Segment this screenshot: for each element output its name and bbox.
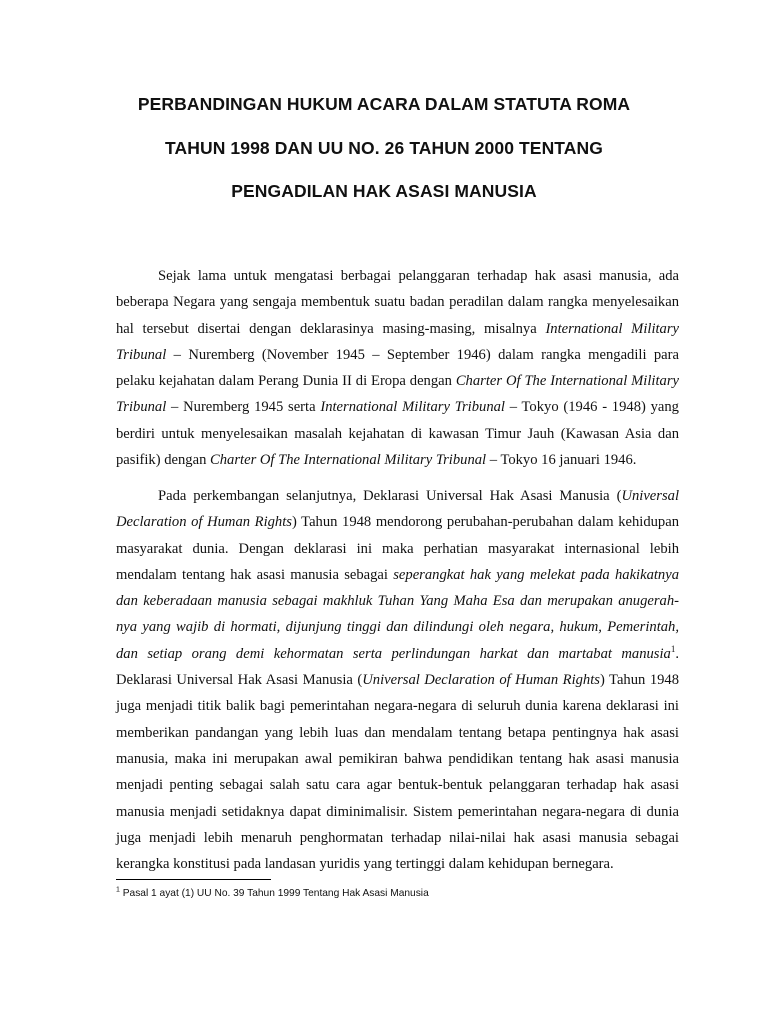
paragraph-1 (116, 263, 679, 473)
paragraph-2-italic-3: Universal Declaration of Human Rights (362, 672, 600, 689)
document-title-line-2: TAHUN 1998 DAN UU NO. 26 TAHUN 2000 TENTANG (165, 138, 603, 158)
paragraph-2-text-2: ) Tahun 1948 mendorong perubahan-perubahan dalam kehidupan masyarakat dunia. Dengan deklarasi ini maka perhatian masyarakat internasional lebih mendalam tentang hak asasi manusia sebagai (116, 514, 679, 583)
paragraph-2-italic-1: Universal Declaration of Human Rights (116, 488, 679, 531)
paragraph-2-text-1: Pada perkembangan selanjutnya, Deklarasi Universal Hak Asasi Manusia ( (158, 488, 622, 504)
paragraph-2-text-4: ) Tahun 1948 juga menjadi titik balik bagi pemerintahan negara-negara di seluruh dunia karena deklarasi ini memberikan pandangan yang lebih luas dan mendalam tentang betapa pentingnya hak asasi manusia, maka ini merupakan awal pemikiran bahwa pendidikan tentang hak asasi manusia menjadi penting sebagai salah satu cara agar bentuk-bentuk pelanggaran terhadap hak asasi manusia menjadi setidaknya dapat diminimalisir. Sistem pemerintahan negara-negara di dunia juga menjadi lebih menaruh penghormatan terhadap nilai-nilai hak asasi manusia sebagai kerangka konstitusi pada landasan yuridis yang tertinggi dalam kehidupan bernegara. (116, 672, 680, 873)
paragraph-1-text-3: – Nuremberg 1945 serta (166, 399, 321, 416)
paragraph-1-text-5: – Tokyo 16 januari 1946. (486, 452, 637, 469)
paragraph-1-italic-4: Charter Of The International Military Tribunal (210, 452, 487, 469)
footnote (116, 886, 679, 902)
paragraph-2-italic-2: seperangkat hak yang melekat pada hakikatnya dan keberadaan manusia sebagai makhluk Tuhan Yang Maha Esa dan merupakan anugerah-nya yang wajib di hormati, dijunjung tinggi dan dilindungi oleh negara, hukum, Pemerintah, dan setiap orang demi kehormatan serta perlindungan harkat dan martabat manusia (116, 566, 679, 662)
paragraph-1-text-4: – Tokyo (1946 - 1948) yang berdiri untuk menyelesaikan masalah kejahatan di kawasan Timur Jauh (Kawasan Asia dan pasifik) dengan (116, 399, 679, 469)
paragraph-2-text-3: . Deklarasi Universal Hak Asasi Manusia ( (116, 645, 679, 689)
document-title-line-3: PENGADILAN HAK ASASI MANUSIA (231, 181, 537, 201)
paragraph-1-text-1: Sejak lama untuk mengatasi berbagai pelanggaran terhadap hak asasi manusia, ada beberapa Negara yang sengaja membentuk suatu badan peradilan dalam rangka menyelesaikan hal tersebut disertai dengan deklarasinya masing-masing, misalnya (116, 268, 679, 337)
paragraph-1-italic-2: Charter Of The International Military Tribunal (116, 373, 679, 416)
footnote-reference[interactable]: 1 (670, 643, 676, 654)
paragraph-1-italic-1: International Military Tribunal (116, 320, 680, 363)
paragraph-2 (116, 483, 679, 877)
document-title-line-1: PERBANDINGAN HUKUM ACARA DALAM STATUTA ROMA (137, 94, 631, 114)
footnote-divider (116, 879, 271, 880)
paragraph-1-italic-3: International Military Tribunal (320, 399, 505, 416)
paragraph-1-text-2: – Nuremberg (November 1945 – September 1946) dalam rangka mengadili para pelaku kejahatan dalam Perang Dunia II di Eropa dengan (116, 346, 679, 390)
footnote-text: Pasal 1 ayat (1) UU No. 39 Tahun 1999 Tentang Hak Asasi Manusia (119, 888, 429, 899)
footnote-number: 1 (116, 886, 120, 894)
